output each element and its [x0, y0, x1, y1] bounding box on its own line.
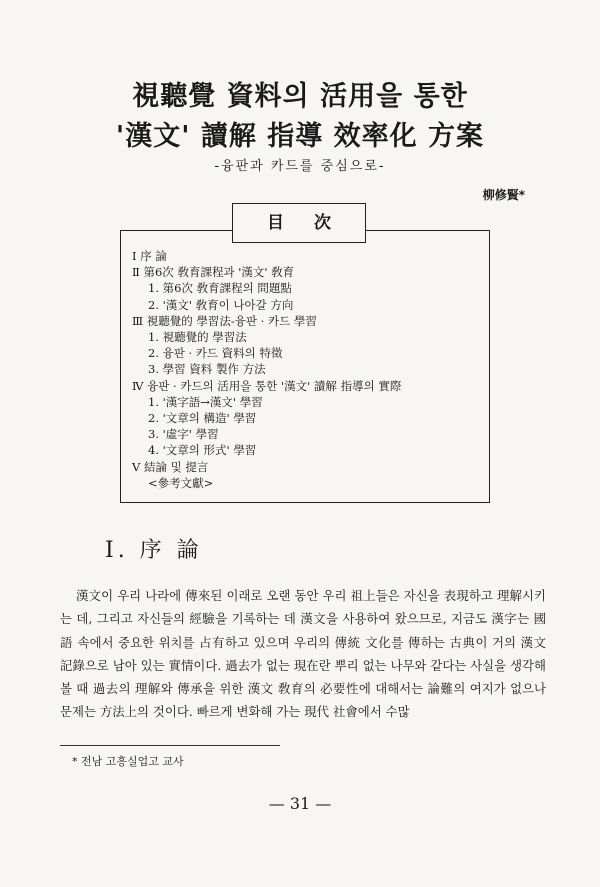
toc-item: Ⅱ 第6次 敎育課程과 '漢文' 敎育 — [132, 265, 295, 280]
page-number: — 31 — — [268, 794, 332, 813]
toc-item: 3. '虛字' 學習 — [148, 427, 219, 442]
toc-item: Ⅰ 序 論 — [132, 249, 167, 263]
toc-item: 1. 第6次 敎育課程의 問題點 — [148, 281, 292, 296]
title-line-1: 視聽覺 資料의 活用을 통한 — [132, 81, 468, 112]
toc-item: 1. '漢字語→漢文' 學習 — [148, 394, 263, 409]
toc-item: 1. 視聽覺的 學習法 — [148, 330, 247, 345]
toc-item: Ⅲ 視聽覺的 學習法-융판 · 카드 學習 — [132, 313, 317, 328]
toc-item: Ⅴ 結論 및 提言 — [132, 459, 209, 474]
title-line-2: '漢文' 讀解 指導 效率化 方案 — [115, 121, 485, 152]
toc-item: <參考文獻> — [148, 475, 214, 490]
section-heading: Ⅰ. 序 論 — [105, 538, 203, 563]
toc-item: 2. '文章의 構造' 學習 — [148, 411, 257, 426]
toc-item: 2. '漢文' 敎育이 나아갈 方向 — [148, 297, 294, 312]
toc-item: Ⅳ 융판 · 카드의 活用을 통한 '漢文' 讀解 指導의 實際 — [132, 378, 402, 393]
footnote-divider — [60, 745, 280, 746]
toc-list — [132, 248, 482, 491]
subtitle: -융판과 카드를 중심으로- — [214, 159, 386, 174]
footnote: * 전남 고흥실업고 교사 — [72, 755, 184, 768]
toc-item: 4. '文章의 形式' 學習 — [148, 443, 257, 458]
body-paragraph: 漢文이 우리 나라에 傳來된 이래로 오랜 동안 우리 祖上들은 자신을 表現하고 理解시키는 데, 그리고 자신들의 經驗을 기록하는 데 漢文을 사용하여 왔으므로, 지금도 漢字는 國語 속에서 중요한 위치를 占有하고 있으며 우리의 傳統 文化를 傳하는 古典이 거의 漢文 記錄으로 남아 있는 實情이다. 過去가 없는 現在란 뿌리 없는 나무와 같다는 사실을 생각해 볼 때 過去의 理解와 傳承을 위한 漢文 敎育의 必要性에 대해서는 論難의 여지가 없으나 문제는 方法上의 것이다. 빠르게 변화해 가는 現代 社會에서 수많 — [60, 588, 546, 720]
toc-item: 2. 융판 · 카드 資料의 特徵 — [148, 346, 283, 361]
author: 柳修賢* — [482, 188, 525, 202]
toc-item: 3. 學習 資料 製作 方法 — [148, 362, 266, 377]
toc-heading: 目次 — [232, 203, 366, 243]
